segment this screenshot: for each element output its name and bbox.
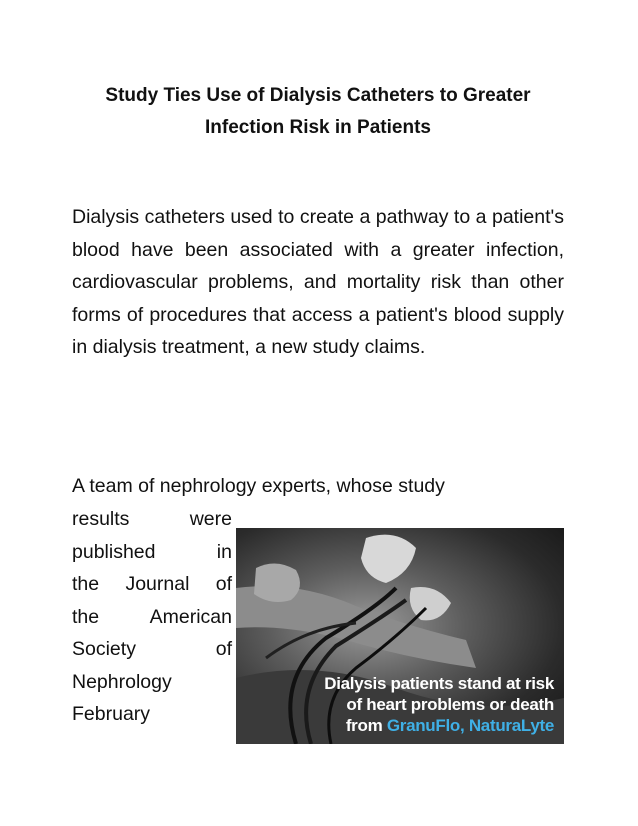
caption-line-3 — [324, 715, 554, 736]
dialysis-photo — [236, 528, 564, 744]
title-line-1: Study Ties Use of Dialysis Catheters to Greater — [105, 85, 531, 106]
paragraph-2-line: published in — [72, 540, 232, 563]
paragraph-2-line: Nephrology — [72, 670, 172, 693]
paragraph-2-line: the American — [72, 605, 232, 628]
article-title — [72, 80, 564, 144]
gloved-hand-shape — [361, 535, 416, 583]
paragraph-1: Dialysis catheters used to create a pathway to a patient's blood have been associated with a greater infection, cardiovascular problems, and mortality risk than other forms of procedures that access a patient's blood supply in dialysis treatment, a new study claims. — [72, 206, 564, 358]
paragraph-2-first-line: A team of nephrology experts, whose study — [72, 475, 445, 497]
title-line-2: Infection Risk in Patients — [205, 117, 431, 138]
paragraph-2-line: the Journal of — [72, 573, 232, 595]
photo-caption — [324, 673, 554, 736]
paragraph-2-line: results were — [72, 508, 232, 530]
caption-line-1: Dialysis patients stand at risk — [324, 674, 554, 693]
gloved-hand-shape — [410, 587, 451, 620]
paragraph-2-line: February — [72, 703, 151, 725]
paragraph-2-wrapped-column — [72, 503, 232, 731]
paragraph-2-line: Society of — [72, 638, 232, 660]
patient-hand-shape — [254, 563, 300, 602]
caption-brand: GranuFlo, NaturaLyte — [386, 716, 554, 735]
caption-from: from — [345, 716, 383, 735]
caption-line-2: of heart problems or death — [346, 695, 554, 714]
